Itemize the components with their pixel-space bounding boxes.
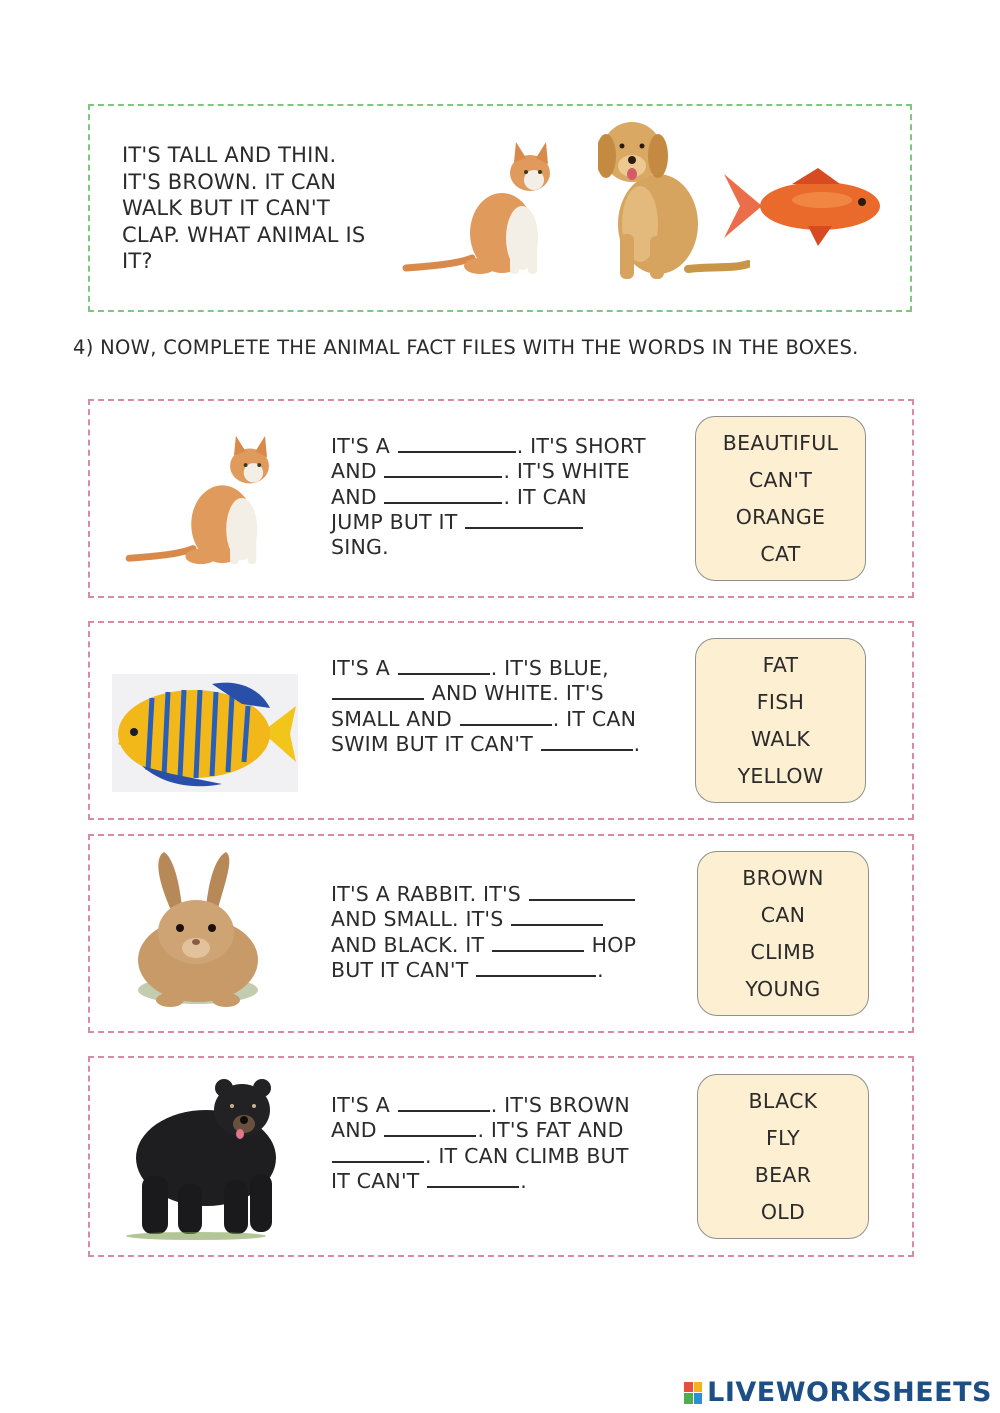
answer-blank[interactable] bbox=[398, 1095, 490, 1112]
answer-blank[interactable] bbox=[398, 658, 490, 675]
answer-blank[interactable] bbox=[398, 436, 516, 453]
riddle-line: IT? bbox=[122, 249, 153, 273]
fact-line: IT'S A . IT'S BROWN bbox=[331, 1093, 630, 1117]
fact-line: IT'S A . IT'S SHORT bbox=[331, 434, 646, 458]
fact-text-2 bbox=[331, 656, 640, 757]
answer-blank[interactable] bbox=[492, 935, 584, 952]
fact-line: . IT CAN CLIMB BUT bbox=[331, 1144, 630, 1169]
answer-blank[interactable] bbox=[541, 734, 633, 751]
fact-line: JUMP BUT IT bbox=[331, 510, 646, 535]
answer-blank[interactable] bbox=[511, 909, 603, 926]
answer-blank[interactable] bbox=[384, 1120, 476, 1137]
tropical-fish-photo-bg bbox=[112, 674, 298, 792]
fact-text-4 bbox=[331, 1093, 630, 1194]
fact-text-1 bbox=[331, 434, 646, 560]
fact-line: IT'S A . IT'S BLUE, bbox=[331, 656, 609, 680]
brand-name[interactable]: LIVEWORKSHEETS bbox=[707, 1377, 992, 1408]
answer-blank[interactable] bbox=[460, 709, 552, 726]
answer-blank[interactable] bbox=[529, 884, 635, 901]
answer-blank[interactable] bbox=[384, 487, 502, 504]
word-option[interactable]: BLACK bbox=[748, 1089, 818, 1114]
answer-blank[interactable] bbox=[427, 1171, 519, 1188]
rabbit-photo[interactable] bbox=[130, 850, 266, 1012]
word-option[interactable]: FLY bbox=[766, 1126, 800, 1151]
fact-line: AND . IT'S FAT AND bbox=[331, 1118, 624, 1143]
answer-blank[interactable] bbox=[332, 683, 424, 700]
word-option[interactable]: CLIMB bbox=[750, 939, 816, 964]
goldfish-photo[interactable] bbox=[722, 166, 884, 250]
riddle-line: CLAP. WHAT ANIMAL IS bbox=[122, 222, 366, 247]
word-option[interactable]: BEAUTIFUL bbox=[722, 431, 839, 456]
fact-text-3 bbox=[331, 882, 636, 983]
fact-line: BUT IT CAN'T . bbox=[331, 957, 604, 982]
bear-photo[interactable] bbox=[112, 1076, 280, 1240]
instruction: 4) NOW, COMPLETE THE ANIMAL FACT FILES WITH THE WORDS IN THE BOXES. bbox=[73, 336, 859, 359]
riddle-text bbox=[122, 142, 392, 275]
word-box-2 bbox=[695, 638, 866, 803]
word-option[interactable]: CAT bbox=[760, 541, 801, 566]
fact-line: IT'S A RABBIT. IT'S bbox=[331, 882, 636, 907]
liveworksheets-logo-icon bbox=[684, 1382, 702, 1404]
fact-line: SING. bbox=[331, 535, 389, 560]
tropical-fish-photo[interactable] bbox=[112, 674, 298, 792]
word-box-1 bbox=[695, 416, 866, 581]
cat-photo[interactable] bbox=[124, 432, 274, 568]
fact-line: AND SMALL. IT'S bbox=[331, 907, 636, 932]
word-option[interactable]: BROWN bbox=[742, 866, 824, 891]
fact-line: SWIM BUT IT CAN'T . bbox=[331, 731, 641, 756]
word-option[interactable]: FISH bbox=[756, 690, 805, 715]
riddle-line: IT'S TALL AND THIN. bbox=[122, 143, 337, 167]
answer-blank[interactable] bbox=[384, 461, 502, 478]
word-option[interactable]: BEAR bbox=[754, 1162, 812, 1187]
word-box-4 bbox=[697, 1074, 869, 1239]
fact-line: AND WHITE. IT'S bbox=[331, 681, 640, 706]
word-option[interactable]: CAN'T bbox=[748, 468, 813, 493]
word-option[interactable]: FAT bbox=[762, 653, 799, 678]
fact-line: IT CAN'T . bbox=[331, 1168, 527, 1193]
riddle-line: WALK BUT IT CAN'T bbox=[122, 196, 330, 220]
word-option[interactable]: OLD bbox=[760, 1199, 806, 1224]
fact-line: AND BLACK. IT HOP bbox=[331, 932, 637, 957]
cat-photo[interactable] bbox=[402, 138, 554, 278]
word-option[interactable]: YOUNG bbox=[745, 976, 821, 1001]
answer-blank[interactable] bbox=[465, 512, 583, 529]
word-option[interactable]: ORANGE bbox=[735, 504, 826, 529]
word-option[interactable]: WALK bbox=[750, 726, 811, 751]
fact-line: SMALL AND . IT CAN bbox=[331, 706, 637, 731]
footer-brand bbox=[684, 1377, 992, 1408]
word-option[interactable]: CAN bbox=[760, 903, 806, 928]
answer-blank[interactable] bbox=[332, 1146, 424, 1163]
fact-line: AND . IT'S WHITE bbox=[331, 459, 630, 484]
answer-blank[interactable] bbox=[476, 960, 596, 977]
fact-line: AND . IT CAN bbox=[331, 484, 587, 509]
riddle-line: IT'S BROWN. IT CAN bbox=[122, 169, 337, 194]
word-box-3 bbox=[697, 851, 869, 1016]
word-option[interactable]: YELLOW bbox=[737, 763, 824, 788]
